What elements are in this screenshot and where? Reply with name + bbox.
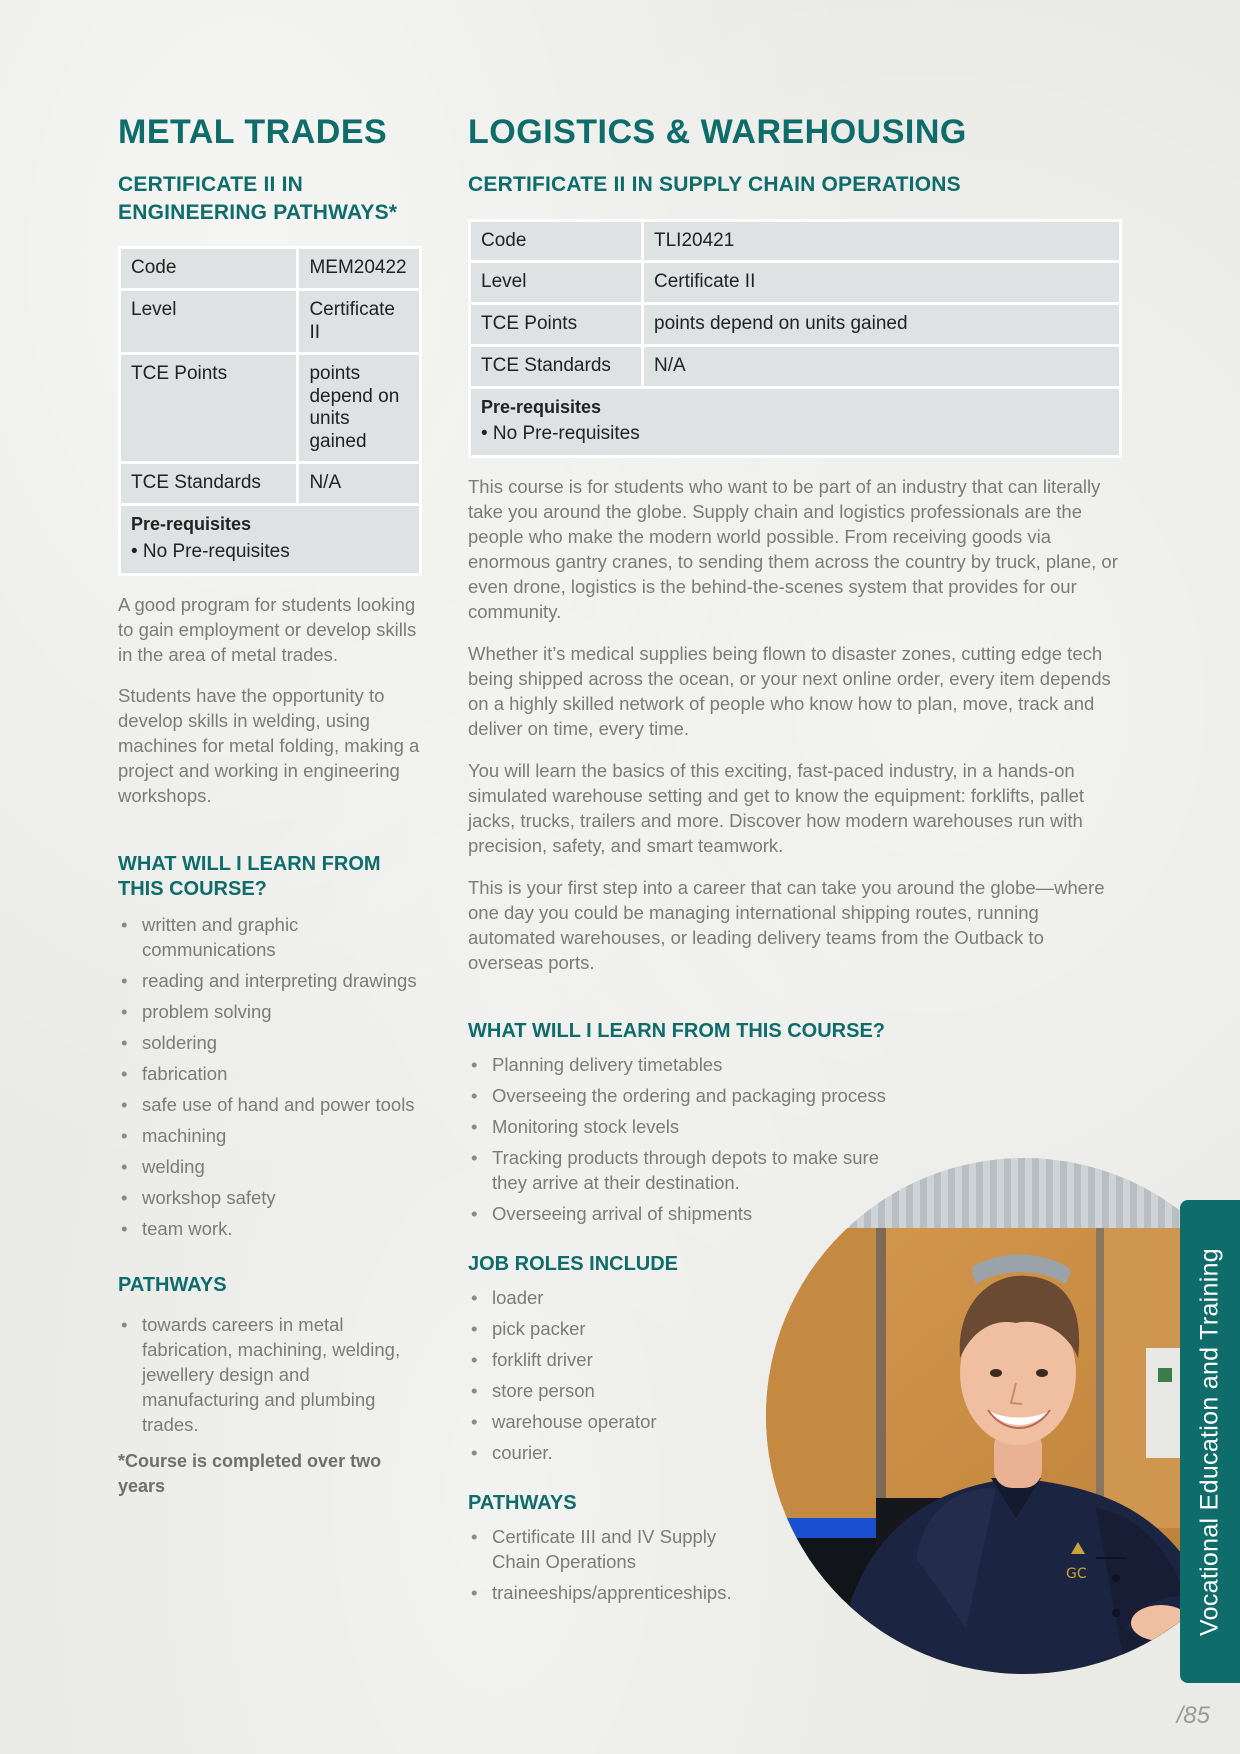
list-item: • reading and interpreting drawings [118,968,422,993]
code-value: TLI20421 [644,222,1119,261]
metal-course-info-table [118,246,422,576]
code-value: MEM20422 [299,249,419,288]
list-item: • machining [118,1123,422,1148]
code-label: Code [471,222,641,261]
table-row [471,347,1119,386]
job-roles-heading: JOB ROLES INCLUDE [468,1253,679,1276]
logistics-title: LOGISTICS & WAREHOUSING [468,113,967,151]
prerequisites-title: Pre-requisites [131,514,252,535]
page-number: /85 [1176,1702,1210,1729]
logistics-pathways-heading: PATHWAYS [468,1492,577,1515]
list-item: • pick packer [468,1316,748,1341]
metal-learn-list [118,912,422,1241]
metal-footnote: *Course is completed over two years [118,1450,382,1496]
logistics-paragraph-2: Whether it’s medical supplies being flown to disaster zones, cutting edge tech being shipped across the ocean, or your next online order, every item depends on a highly skilled network of people who know how to plan, move, track and deliver on time, every time. [468,643,1111,740]
standards-value: N/A [299,464,419,503]
table-row [471,263,1119,302]
metal-intro-paragraph: A good program for students looking to gain employment or develop skills in the area of metal trades. [118,593,417,665]
metal-detail-paragraph: Students have the opportunity to develop skills in welding, using machines for metal folding, making a project and working in engineering workshops. [118,684,420,806]
shirt-logo-text: GC [1066,1566,1087,1582]
metal-trades-column [118,114,422,1499]
list-item: • Certificate III and IV Supply Chain Operations [468,1524,728,1574]
list-item: • forklift driver [468,1347,748,1372]
logistics-learn-heading: WHAT WILL I LEARN FROM THIS COURSE? [468,1020,886,1043]
list-item: • safe use of hand and power tools [118,1092,422,1117]
list-item: • store person [468,1378,748,1403]
logistics-subtitle: CERTIFICATE II IN SUPPLY CHAIN OPERATIONS [468,173,961,197]
table-row [471,305,1119,344]
prerequisites-title: Pre-requisites [481,396,602,417]
table-row [121,506,419,572]
list-item: • Overseeing the ordering and packaging process [468,1083,992,1108]
metal-learn-heading: WHAT WILL I LEARN FROM THIS COURSE? [118,852,381,900]
prerequisites-cell [121,506,419,572]
level-label: Level [471,263,641,302]
side-tab-label: Vocational Education and Training [1195,1247,1224,1636]
metal-pathways-list [118,1312,422,1437]
list-item: • Overseeing arrival of shipments [468,1201,908,1226]
logistics-course-info-table [468,219,1122,459]
code-label: Code [121,249,296,288]
list-item: • Monitoring stock levels [468,1114,908,1139]
list-item: • team work. [118,1216,422,1241]
standards-label: TCE Standards [121,464,296,503]
list-item: • Planning delivery timetables [468,1052,908,1077]
list-item: • courier. [468,1440,748,1465]
table-row [121,249,419,288]
list-item: • Tracking products through depots to make sure they arrive at their destination. [468,1145,908,1195]
list-item: • fabrication [118,1061,422,1086]
points-label: TCE Points [471,305,641,344]
points-value: points depend on units gained [299,355,419,461]
list-item: • soldering [118,1030,422,1055]
level-value: Certificate II [299,291,419,353]
table-row [471,222,1119,261]
logistics-pathways-list [468,1524,732,1605]
logistics-learn-list [468,1052,908,1226]
table-row [121,291,419,353]
list-item: • problem solving [118,999,422,1024]
points-label: TCE Points [121,355,296,461]
list-item: • traineeships/apprenticeships. [468,1580,812,1605]
list-item: • written and graphic communications [118,912,422,962]
prerequisites-item: • No Pre-requisites [481,423,640,445]
job-roles-list [468,1285,748,1465]
list-item: • welding [118,1154,422,1179]
standards-value: N/A [644,347,1119,386]
standards-label: TCE Standards [471,347,641,386]
metal-trades-title: METAL TRADES [118,113,388,151]
prerequisites-item: • No Pre-requisites [131,540,290,562]
list-item: • towards careers in metal fabrication, machining, welding, jewellery design and manufacturing and plumbing trades. [118,1312,422,1437]
logistics-paragraph-3: You will learn the basics of this exciting, fast-paced industry, in a hands-on simulated warehouse setting and get to know the equipment: forklifts, pallet jacks, trucks, trailers and more. Discover how modern warehouses run with precision, safety, and smart teamwork. [468,760,1084,857]
table-row [471,389,1119,455]
list-item: • loader [468,1285,748,1310]
logistics-paragraph-4: This is your first step into a career that can take you around the globe—where one day you could be managing international shipping routes, running automated warehouses, or leading delivery teams from the Outback to overseas ports. [468,877,1105,974]
logistics-intro-paragraph: This course is for students who want to be part of an industry that can literally take you around the globe. Supply chain and logistics professionals are the people who make the modern world possible. From receiving goods via enormous gantry cranes, to sending them across the country by truck, plane, or even drone, logistics is the behind-the-scenes system that provides for our community. [468,476,1118,623]
level-value: Certificate II [644,263,1119,302]
list-item: • warehouse operator [468,1409,748,1434]
section-side-tab [1180,1200,1240,1683]
metal-trades-subtitle: CERTIFICATE II IN ENGINEERING PATHWAYS* [118,173,398,224]
table-row [121,464,419,503]
level-label: Level [121,291,296,353]
points-value: points depend on units gained [644,305,1119,344]
list-item: • workshop safety [118,1185,422,1210]
metal-pathways-heading: PATHWAYS [118,1273,227,1296]
table-row [121,355,419,461]
prerequisites-cell [471,389,1119,455]
